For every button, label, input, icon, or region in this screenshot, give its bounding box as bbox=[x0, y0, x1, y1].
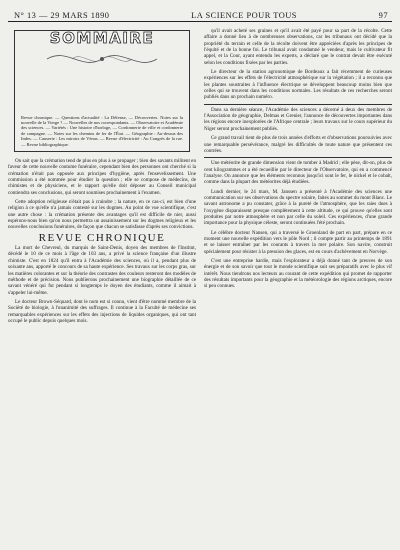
paragraph: Le célèbre docteur Nansen, qui a traversé le Groenland de part en part, prépare en ce moment une nouvelle expédition vers le pôle Nord ; il compte partir au printemps de 1891 et se laisser entraîner par les courants à travers la mer polaire. Son navire, construit spécialement pour résister à la pression des glaces, est en cours d'achèvement en Norvège. bbox=[204, 229, 392, 255]
divider bbox=[204, 157, 392, 158]
issue-number: N° 13 — 29 MARS 1890 bbox=[14, 11, 110, 20]
paragraph: Ce grand travail tient de plus de trois années d'efforts et d'observations poursuivies avec une remarquable persévérance, malgré les difficultés de toute nature que présentent ces contrées. bbox=[204, 135, 392, 154]
journal-title: LA SCIENCE POUR TOUS bbox=[191, 11, 297, 20]
page-header bbox=[8, 6, 392, 22]
paragraph: Dans sa dernière séance, l'Académie des sciences a décerné à deux des membres de l'Association de géographie, Delmas et Grenier, l'annonce de découvertes importantes dans les régions encore inexplorées de l'Afrique centrale ; leurs travaux sur le cours supérieur du Niger seront prochainement publiés. bbox=[204, 106, 392, 132]
paragraph: Cette adoption religieuse n'était pas à craindre ; la nature, en ce cas-ci, est bien d'une religion à ce qu'elle n'a jamais contesté sur les dogmes. Au point de vue scientifique, c'est une autre chose : la crémation présente des avantages qu'il est difficile de nier, aussi espérons-nous bien qu'on nous permettra un assainissement sur les dogmes religieux et les nouvelles conclusions funéraires, de façon que chacun se satisfasse d'après ses convictions. bbox=[8, 199, 196, 231]
paragraph: On sait que la crémation tend de plus en plus à se propager ; bien des savants militent en faveur de cette nouvelle coutume funéraire, cependant bien des personnes ont cherché si la crémation n'était pas opposée aux principes d'hygiène, après l'ensevelissement. Une commission a été nommée pour étudier la question ; elle se compose de médecins, de chimistes et de physiciens, et le rapport qu'elle doit déposer au Conseil municipal contiendra ses conclusions, qui seront soumises prochainement à l'examen. bbox=[8, 158, 196, 196]
sommaire-title: SOMMAIRE bbox=[49, 30, 155, 47]
paragraph: La mort de Chevreul, du marquis de Saint-Denis, doyen des membres de l'Institut, décédé le 10 de ce mois à l'âge de 103 ans, a privé la science française d'un illustre chimiste. C'est en 1824 qu'il entra à l'Académie des sciences, où il a, pendant plus de soixante ans, apporté le concours de sa haute expérience. Ses travaux sur les corps gras, sur les matières colorantes et sur la théorie des contrastes des couleurs resteront des modèles de méthode et de précision. Nous publierons prochainement une biographie détaillée de ce savant vénéré qui fut pendant si longtemps le doyen des étudiants, comme il aimait à s'appeler lui-même. bbox=[8, 245, 196, 296]
paragraph: Lundi dernier, le 24 mars, M. Janssen a présenté à l'Académie des sciences une communication sur ses observations du spectre solaire, faites au sommet du mont Blanc. Le savant astronome a pu constater, grâce à la pureté de l'atmosphère, que les raies dues à l'oxygène disparaissent presque complètement à cette altitude, ce qui prouve qu'elles sont produites par notre atmosphère et non par celle du soleil. Ces expériences, d'une grande importance pour la physique céleste, seront continuées l'été prochain. bbox=[204, 188, 392, 227]
paragraph: qu'il avait acheté ses graines et qu'il avait été payé pour sa part de la récolte. Cette affaire a donné lieu à de nombreuses observations, car les tribunaux ont décidé que la propriété du terrain et celle de la récolte doivent être appréciées d'après les principes de l'équité et de la bonne foi. Le tribunal avait condamné le vendeur, mais le cultivateur fit appel, et la Cour, ayant entendu les experts, a déclaré que le contrat devait être exécuté selon les conditions fixées par les parties. bbox=[204, 28, 392, 66]
ornament-icon bbox=[42, 45, 162, 73]
sommaire-box bbox=[14, 30, 190, 152]
section-title: REVUE CHRONIQUE bbox=[38, 231, 166, 244]
paragraph: C'est une entreprise hardie, mais l'explorateur a déjà donné tant de preuves de son énergie et de son savoir que tout le monde scientifique suit ses préparatifs avec le plus vif intérêt. Nous tiendrons nos lecteurs au courant de cette expédition qui promet de rapporter des résultats importants pour la géographie et la météorologie des régions arctiques, encore si peu connues. bbox=[204, 258, 392, 290]
paragraph: Le directeur de la station agronomique de Bordeaux a fait récemment de curieuses expériences sur les effets de l'électricité atmosphérique sur la végétation ; il a reconnu que les plantes soustraites à l'influence électrique se développent beaucoup moins bien que celles qui se trouvent dans les conditions normales. Les résultats de ces recherches seront publiés dans un prochain numéro. bbox=[204, 69, 392, 101]
paragraph: Le docteur Brown-Séquard, dont le nom est si connu, vient d'être nommé membre de la Société de biologie, à l'unanimité des suffrages. Il continue à la Faculté de médecine ses remarquables expériences sur les effets des injections de liquides organiques, qui ont tant occupé le public depuis quelques mois. bbox=[8, 298, 196, 324]
page-number: 97 bbox=[378, 11, 388, 20]
paragraph: Une météorite de grande dimension vient de tomber à Madrid ; elle pèse, dit-on, plus de cent kilogrammes et a été recueillie par le directeur de l'Observatoire, qui en a commencé l'analyse. On annonce que les éléments reconnus jusqu'ici sont le fer, le nickel et le cobalt, comme dans la plupart des météorites déjà étudiées. bbox=[204, 160, 392, 186]
left-column bbox=[8, 28, 196, 327]
sommaire-text: Revue chronique. — Questions d'actualité : La Défense, — Découvertes. Notes sur la nouvelle de la Vierge ? — Nouvelles de nos correspondants. — Observatoire et Académie des sciences. — Variétés : Une histoire d'horloge, — Cordonnerie de ville et cordonnerie de campagne. — Notes sur les chemins de fer de l'État. — Géographie : Au-dessus des Indes. — Causerie : Les miroirs de Vénus. — Revue d'électricité : Au Congrès de la rue. — Revue bibliographique. bbox=[21, 114, 184, 147]
divider bbox=[204, 104, 392, 105]
right-column bbox=[204, 28, 392, 327]
